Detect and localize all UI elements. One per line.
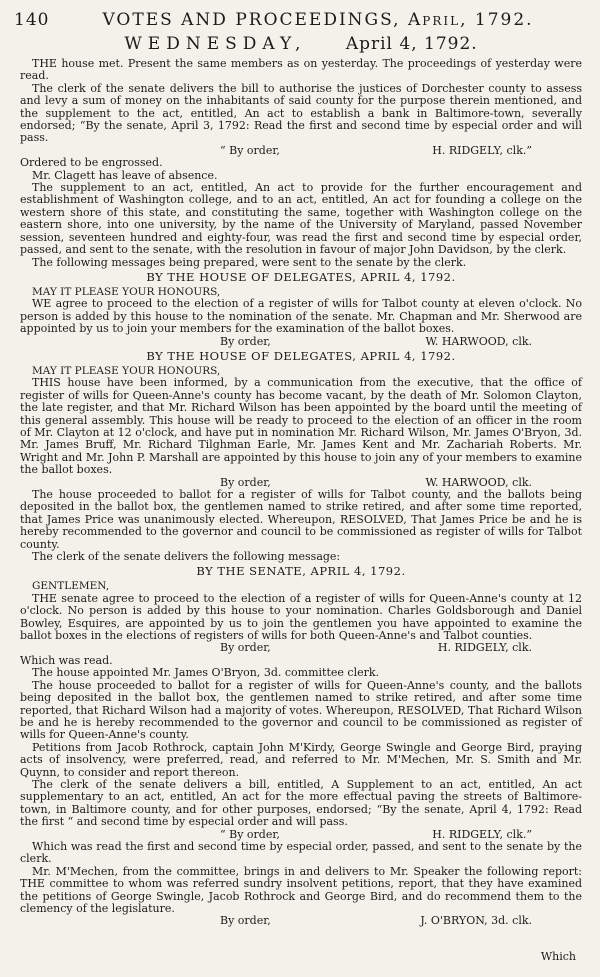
- signature-line: [20, 336, 582, 348]
- paragraph: The clerk of the senate delivers the bill to authorise the justices of Dorchester county to assess and levy a sum of money on the inhabitants of said county for the purpose therein mentioned, and the supplement to the act, entitled, An act to establish a bank in Baltimore-town, severally endorsed; “By the senate, April 3, 1792: Read the first and second time by especial order and will pass.: [20, 81, 582, 145]
- paragraph: Which was read the first and second time by especial order, passed, and sent to the senate by the clerk.: [20, 839, 582, 866]
- by-order-text: By order,: [220, 475, 271, 489]
- salutation: MAY IT PLEASE YOUR HONOURS,: [32, 364, 221, 377]
- by-order-text: “ By order,: [220, 827, 280, 841]
- paragraph: The clerk of the senate delivers a bill, entitled, A Supplement to an act, entitled, An act supplementary to an act, entitled, An act for the more effectual paving the streets of Baltimore-town, in Baltimore county, and for other purposes, endorsed; “By the senate, April 4, 1792: Read the first “ and second time by especial order and will pass.: [20, 777, 582, 829]
- by-order-text: By order,: [220, 641, 271, 655]
- clerk-signature: H. RIDGELY, clk.: [437, 641, 532, 655]
- by-order-text: “ By order,: [220, 143, 280, 157]
- clerk-signature: H. RIDGELY, clk.”: [432, 143, 532, 157]
- by-order-text: By order,: [220, 334, 271, 348]
- running-header: [14, 10, 582, 30]
- paragraph: The house appointed Mr. James O'Bryon, 3d. committee clerk.: [32, 666, 380, 680]
- paragraph: The supplement to an act, entitled, An act to provide for the further encouragement and establishment of Washington college, and to an act, entitled, An act for founding a college on the western shore of this state, and constituting the same, together with Washington college on the eastern shore, into one university, by the name of the University of Maryland, passed November session, seventeen hundred and eighty-four, was read the first and second time by especial order, passed, and sent to the senate, with the resolution in favour of major John Davidson, by the clerk.: [20, 181, 582, 257]
- running-title: VOTES AND PROCEEDINGS, April, 1792.: [102, 10, 534, 30]
- paragraph: THE senate agree to proceed to the election of a register of wills for Queen-Anne's county at 12 o'clock. No person is added by this house to your nomination. Charles Goldsborough and Daniel Bowley, Esquires, are appointed by us to join the gentlemen you have appointed to examine the ballot boxes in the elections of registers of wills for both Queen-Anne's and Talbot counties.: [20, 591, 582, 643]
- paragraph: Petitions from Jacob Rothrock, captain John M'Kirdy, George Swingle and George Bird, praying acts of insolvency, were preferred, read, and referred to Mr. M'Mechen, Mr. S. Smith and Mr. Quynn, to consider and report thereon.: [20, 740, 582, 779]
- by-order-text: By order,: [220, 914, 271, 928]
- clerk-signature: W. HARWOOD, clk.: [425, 475, 532, 489]
- salutation: MAY IT PLEASE YOUR HONOURS,: [32, 285, 221, 298]
- message-heading: BY THE HOUSE OF DELEGATES, APRIL 4, 1792.: [146, 348, 456, 363]
- day-heading: [20, 32, 582, 56]
- clerk-signature: J. O'BRYON, 3d. clk.: [420, 914, 532, 928]
- paragraph: The clerk of the senate delivers the following message:: [32, 550, 341, 564]
- message-heading: BY THE SENATE, APRIL 4, 1792.: [196, 564, 406, 579]
- paragraph: The house proceeded to ballot for a register of wills for Queen-Anne's county, and the ballots being deposited in the ballot box, the gentlemen named to strike retired, and after some time reported, that Richard Wilson had a majority of votes. Whereupon, RESOLVED, That Richard Wilson be and he is hereby recommended to the governor and council to be commissioned as register of wills for Queen-Anne's county.: [20, 678, 582, 742]
- paragraph: The following messages being prepared, were sent to the senate by the clerk.: [32, 255, 467, 269]
- paragraph: Ordered to be engrossed.: [20, 156, 163, 170]
- catchword: Which: [540, 950, 576, 963]
- body-text: [20, 58, 582, 928]
- paragraph: WE agree to proceed to the election of a register of wills for Talbot county at eleven o'clock. No person is added by this house to the nomination of the senate. Mr. Chapman and Mr. Sherwood are appointed by us to join your members for the examination of the ballot boxes.: [20, 297, 582, 336]
- paragraph: Mr. Clagett has leave of absence.: [32, 168, 218, 182]
- paragraph: Which was read.: [20, 653, 113, 667]
- day-name: WEDNESDAY,: [124, 34, 307, 54]
- paragraph: Mr. M'Mechen, from the committee, brings in and delivers to Mr. Speaker the following report: THE committee to whom was referred sundry insolvent petitions, report, that they have examined the petitions of George Swingle, Jacob Rothrock and George Bird, and do recommend them to the clemency of the legislature.: [20, 864, 582, 915]
- page-number: 140: [14, 10, 50, 30]
- clerk-signature: W. HARWOOD, clk.: [425, 334, 532, 348]
- message-heading: BY THE HOUSE OF DELEGATES, APRIL 4, 1792.: [146, 269, 456, 284]
- signature-line: [20, 915, 582, 927]
- day-date: April 4, 1792.: [345, 34, 478, 54]
- paragraph: THIS house have been informed, by a communication from the executive, that the office of register of wills for Queen-Anne's county has become vacant, by the death of Mr. Solomon Clayton, the late register, and that Mr. Richard Wilson has been appointed by the board until the meeting of this general assembly. This house will be ready to proceed to the election of an officer in the room of Mr. Clayton at 12 o'clock, and have put in nomination Mr. Richard Wilson, Mr. James O'Bryon, 3d. Mr. James Bruff, Mr. Richard Tilghman Earle, Mr. James Kent and Mr. Zachariah Roberts. Mr. Wright and Mr. John P. Marshall are appointed by this house to join any of your members to examine the ballot boxes.: [20, 376, 582, 477]
- paragraph: The house proceeded to ballot for a register of wills for Talbot county, and the ballots being deposited in the ballot box, the gentlemen named to strike retired, and after some time reported, that James Price was unanimously elected. Whereupon, RESOLVED, That James Price be and he is hereby recommended to the governor and council to be commissioned as register of wills for Talbot county.: [20, 488, 582, 551]
- clerk-signature: H. RIDGELY, clk.”: [432, 827, 532, 841]
- paragraph: THE house met. Present the same members as on yesterday. The proceedings of yesterday were read.: [20, 57, 582, 83]
- signature-line: [20, 642, 582, 654]
- salutation: GENTLEMEN,: [32, 580, 110, 593]
